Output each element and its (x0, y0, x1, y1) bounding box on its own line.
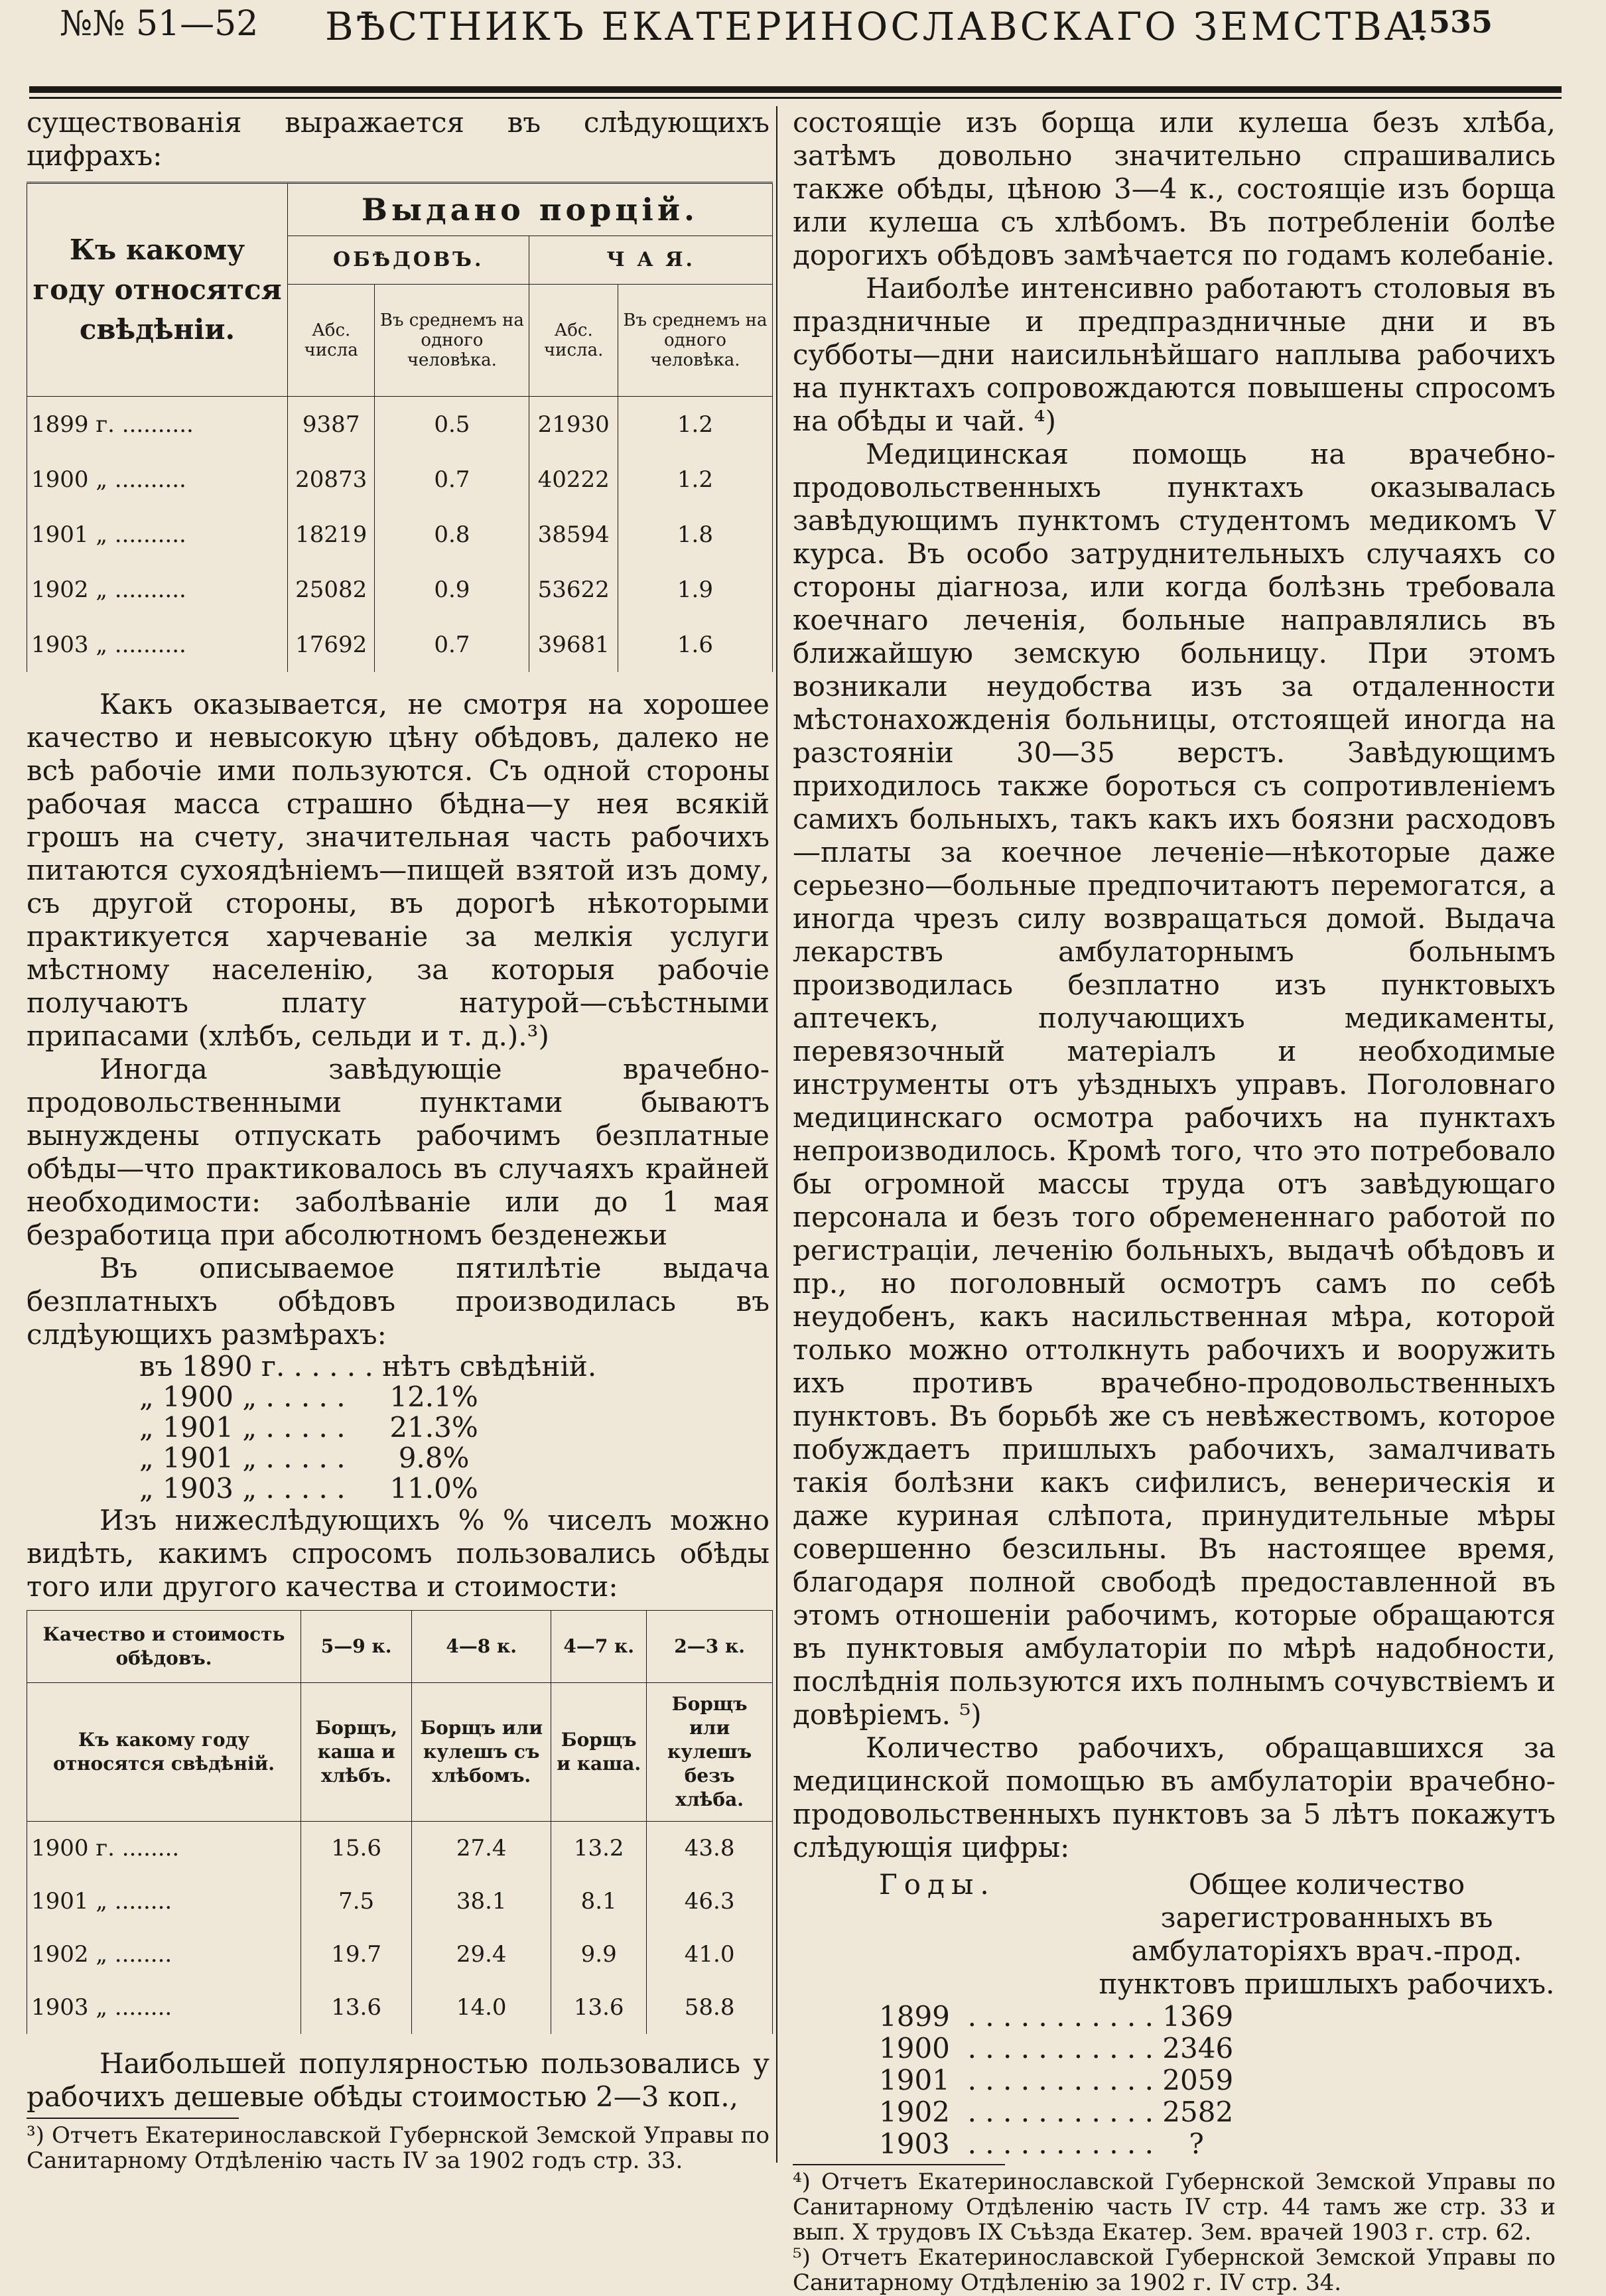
t2-kind-header: Борщъ или кулешъ безъ хлѣба. (647, 1683, 773, 1822)
dinner-quality-table (27, 1610, 773, 2034)
footnote-separator (793, 2164, 1005, 2165)
paragraph: Количество рабочихъ, обращавшихся за медицинской помощью въ амбулаторіи врачебно-продовольственныхъ пунктовъ за 5 лѣтъ покажутъ слѣдующія цифры: (793, 1731, 1556, 1863)
page-number: 1535 (1407, 4, 1493, 40)
portions-table (27, 182, 773, 672)
left-column (27, 106, 770, 2173)
table-row: 1903 „ .......... 17692 0.7 39681 1.6 (27, 617, 773, 672)
list-item: въ 1890 г. . . . . . нѣтъ свѣдѣній. (139, 1350, 597, 1383)
t1-avg2-header: Въ среднемъ на одного человѣка. (618, 285, 772, 397)
page-header (60, 4, 1493, 60)
header-rule-thin (29, 97, 1562, 99)
years-head: Годы. (879, 1868, 996, 1901)
years-list (879, 2001, 1556, 2160)
list-item: „ 1900 „ . . . . . 12.1% (139, 1381, 478, 1413)
list-item: 1901 . . . . . . . . . . . 2059 (879, 2064, 1234, 2096)
t2-price-header: 2—3 к. (647, 1611, 773, 1683)
t2-year-header: Къ какому году относятся свѣдѣній. (27, 1683, 301, 1822)
paragraph: Наиболѣе интенсивно работаютъ столовыя въ праздничные и предпраздничные дни и въ субботы—дни наисильнѣйшаго наплыва рабочихъ на пунктахъ сопровождаются повышены спросомъ на обѣды и чай. ⁴) (793, 272, 1556, 437)
t2-kind-header: Борщъ и каша. (551, 1683, 647, 1822)
table-row: 1900 „ .......... 20873 0.7 40222 1.2 (27, 452, 773, 507)
count-head: Общее количество зарегистрованныхъ въ амбулаторіяхъ врач.-прод. пунктовъ пришлыхъ рабочихъ. (1099, 1868, 1555, 2000)
list-item: 1902 . . . . . . . . . . . 2582 (879, 2096, 1234, 2128)
t1-dinners-header: ОБѢДОВЪ. (288, 236, 529, 285)
t2-price-header: 4—7 к. (551, 1611, 647, 1683)
table-row: 1903 „ ........ 13.6 14.0 13.6 58.8 (27, 1981, 773, 2034)
column-divider (776, 106, 777, 2163)
paragraph: состоящіе изъ борща или кулеша безъ хлѣба, затѣмъ довольно значительно спрашивались также обѣды, цѣною 3—4 к., состоящіе изъ борща или кулеша съ хлѣбомъ. Въ потребленіи болѣе дорогихъ обѣдовъ замѣчается по годамъ колебаніе. (793, 106, 1556, 271)
table-row: 1902 „ .......... 25082 0.9 53622 1.9 (27, 562, 773, 617)
paragraph: Въ описываемое пятилѣтіе выдача безплатныхъ обѣдовъ производилась въ слдѣующихъ размѣрахъ: (27, 1252, 770, 1351)
table-row: 1902 „ ........ 19.7 29.4 9.9 41.0 (27, 1928, 773, 1981)
right-column (793, 106, 1556, 2295)
list-item: „ 1903 „ . . . . . 11.0% (139, 1472, 478, 1505)
header-rule (29, 86, 1562, 93)
footnote-4: ⁴) Отчетъ Екатеринославской Губернской Земской Управы по Санитарному Отдѣленію часть IV стр. 44 тамъ же стр. 33 и вып. X трудовъ IX Съѣзда Екатер. Зем. врачей 1903 г. стр. 62. (793, 2169, 1556, 2246)
table-row: 1900 г. ........ 15.6 27.4 13.2 43.8 (27, 1822, 773, 1875)
list-item: 1903 . . . . . . . . . . . ? (879, 2127, 1204, 2160)
t1-tea-header: Ч А Я. (529, 236, 773, 285)
intro-text: существованія выражается въ слѣдующихъ цифрахъ: (27, 106, 770, 172)
issue-number: №№ 51—52 (60, 4, 259, 44)
free-dinners-list (139, 1351, 770, 1504)
paragraph: Какъ оказывается, не смотря на хорошее качество и невысокую цѣну обѣдовъ, далеко не всѣ рабочіе ими пользуются. Съ одной стороны рабочая масса страшно бѣдна—у нея всякій грошъ на счету, значительная часть рабочихъ питаются сухоядѣніемъ—пищей взятой изъ дому, съ другой стороны, въ дорогѣ нѣкоторыми практикуется харчеваніе за мелкія услуги мѣстному населенію, за которыя рабочіе получаютъ плату натурой—съѣстными припасами (хлѣбъ, сельди и т. д.).³) (27, 688, 770, 1052)
footnote-separator (27, 2118, 239, 2119)
t1-abs2-header: Абс. числа. (529, 285, 618, 397)
journal-title: ВѢСТНИКЪ ЕКАТЕРИНОСЛАВСКАГО ЗЕМСТВА. (325, 4, 1432, 49)
t2-kind-header: Борщъ, каша и хлѣбъ. (301, 1683, 412, 1822)
paragraph: Изъ нижеслѣдующихъ % % чиселъ можно видѣть, какимъ спросомъ пользовались обѣды того или другого качества и стоимости: (27, 1504, 770, 1603)
t2-kind-header: Борщъ или кулешъ съ хлѣбомъ. (412, 1683, 551, 1822)
t2-price-header: 4—8 к. (412, 1611, 551, 1683)
t1-year-header: Къ какому году относятся свѣдѣніи. (27, 183, 288, 397)
table-row: 1901 „ .......... 18219 0.8 38594 1.8 (27, 507, 773, 562)
t1-avg-header: Въ среднемъ на одного человѣка. (375, 285, 529, 397)
t2-price-header: 5—9 к. (301, 1611, 412, 1683)
t2-quality-header: Качество и стоимость обѣдовъ. (27, 1611, 301, 1683)
footnote-3: ³) Отчетъ Екатеринославской Губернской Земской Управы по Санитарному Отдѣленію часть IV за 1902 годъ стр. 33. (27, 2122, 770, 2174)
list-item: „ 1901 „ . . . . . 21.3% (139, 1411, 478, 1444)
t1-abs-header: Абс. числа (288, 285, 375, 397)
paragraph: Иногда завѣдующіе врачебно-продовольственными пунктами бываютъ вынуждены отпускать рабочимъ безплатные обѣды—что практиковалось въ случаяхъ крайней необходимости: заболѣваніе или до 1 мая безработица при абсолютномъ безденежьи (27, 1053, 770, 1251)
years-heading (793, 1868, 1556, 2001)
footnote-5: ⁵) Отчетъ Екатеринославской Губернской Земской Управы по Санитарному Отдѣленію за 1902 г. IV стр. 34. (793, 2244, 1556, 2296)
list-item: 1900 . . . . . . . . . . . 2346 (879, 2032, 1234, 2064)
paragraph: Медицинская помощь на врачебно-продовольственныхъ пунктахъ оказывалась завѣдующимъ пунктомъ студентомъ медикомъ V курса. Въ особо затруднительныхъ случаяхъ со стороны діагноза, или когда болѣзнь требовала коечнаго леченія, больные направлялись въ ближайшую земскую больницу. При этомъ возникали неудобства изъ за отдаленности мѣстонахожденія больницы, отстоящей иногда на разстояніи 30—35 верстъ. Завѣдующимъ приходилось также бороться съ сопротивленіемъ самихъ больныхъ, такъ какъ ихъ боязни расходовъ—платы за коечное леченіе—нѣкоторые даже серьезно—больные предпочитаютъ перемогатся, а иногда чрезъ силу возвращаться домой. Выдача лекарствъ амбулаторнымъ больнымъ производилась безплатно изъ пунктовыхъ аптечекъ, получающихъ медикаменты, перевязочный матеріалъ и необходимые инструменты отъ уѣздныхъ управъ. Поголовнаго медицинскаго осмотра рабочихъ на пунктахъ непроизводилось. Кромѣ того, что это потребовало бы огромной массы труда отъ завѣдующаго персонала и безъ того обремененнаго работой по регистраціи, леченію больныхъ, выдачѣ обѣдовъ и пр., но поголовный осмотръ самъ по себѣ неудобенъ, какъ насильственная мѣра, которой только можно оттолкнуть рабочихъ и вооружить ихъ противъ врачебно-продовольственныхъ пунктовъ. Въ борьбѣ же съ невѣжествомъ, которое побуждаетъ пришлыхъ рабочихъ, замалчивать такія болѣзни какъ сифилисъ, венерическія и даже куриная слѣпота, принудительные мѣры совершенно безсильны. Въ настоящее время, благодаря полной свободѣ предоставленной въ этомъ отношеніи рабочимъ, которые обращаются въ пунктовыя амбулаторіи по мѣрѣ надобности, послѣднія пользуются ихъ полнымъ сочувствіемъ и довѣріемъ. ⁵) (793, 438, 1556, 1731)
list-item: 1899 . . . . . . . . . . . 1369 (879, 2000, 1234, 2033)
table-row: 1899 г. .......... 9387 0.5 21930 1.2 (27, 397, 773, 452)
paragraph: Наибольшей популярностью пользовались у рабочихъ дешевые обѣды стоимостью 2—3 коп., (27, 2047, 770, 2113)
table-row: 1901 „ ........ 7.5 38.1 8.1 46.3 (27, 1875, 773, 1928)
t1-top-header: Выдано порцій. (288, 183, 773, 236)
list-item: „ 1901 „ . . . . . 9.8% (139, 1442, 470, 1474)
